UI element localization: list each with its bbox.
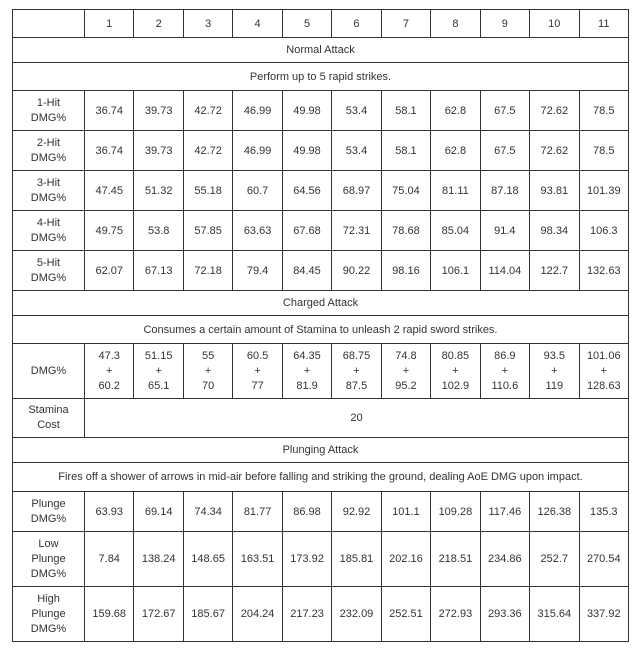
value-part: 55 — [202, 349, 215, 362]
level-header: 3 — [183, 10, 232, 38]
value-cell: 47.45 — [85, 171, 134, 211]
row-label — [13, 587, 85, 642]
value-part: 95.2 — [395, 379, 417, 392]
value-cell: 42.72 — [183, 91, 232, 131]
value-cell: 75.04 — [381, 171, 430, 211]
value-cell: 337.92 — [579, 587, 628, 642]
value-cell: 72.62 — [530, 91, 579, 131]
row-label-line: 2-Hit — [36, 136, 61, 149]
row-label-line: Cost — [37, 419, 60, 431]
value-part: 80.85 — [441, 349, 470, 362]
plus-sign: + — [155, 364, 162, 377]
level-header: 10 — [530, 10, 579, 38]
value-cell: 42.72 — [183, 131, 232, 171]
value-cell: 49.75 — [85, 211, 134, 251]
table-row — [13, 492, 629, 532]
value-cell: 62.07 — [85, 251, 134, 291]
value-cell: 87.18 — [480, 171, 529, 211]
stamina-cost-row — [13, 399, 629, 438]
value-cell: 204.24 — [233, 587, 282, 642]
value-cell: 117.46 — [480, 492, 529, 532]
value-cell — [431, 344, 480, 399]
table-row — [13, 171, 629, 211]
value-cell: 163.51 — [233, 532, 282, 587]
charged-attack-title-row — [13, 291, 629, 316]
value-cell: 86.98 — [282, 492, 331, 532]
plunging-attack-title: Plunging Attack — [13, 438, 629, 463]
value-cell — [134, 344, 183, 399]
row-label-line: DMG% — [30, 111, 67, 124]
row-label-line: DMG% — [30, 191, 67, 204]
charged-attack-title: Charged Attack — [13, 291, 629, 316]
value-cell: 53.8 — [134, 211, 183, 251]
value-cell: 7.84 — [85, 532, 134, 587]
value-part: 47.3 — [98, 349, 120, 362]
value-cell — [282, 344, 331, 399]
value-cell: 57.85 — [183, 211, 232, 251]
level-header: 7 — [381, 10, 430, 38]
table-row — [13, 131, 629, 171]
value-cell: 62.8 — [431, 131, 480, 171]
value-cell: 63.63 — [233, 211, 282, 251]
table-row — [13, 251, 629, 291]
value-cell: 53.4 — [332, 131, 381, 171]
value-cell — [530, 344, 579, 399]
value-cell: 60.7 — [233, 171, 282, 211]
value-cell: 98.16 — [381, 251, 430, 291]
value-part: 87.5 — [345, 379, 368, 392]
row-label — [13, 91, 85, 131]
row-label-line: 5-Hit — [36, 256, 61, 269]
value-cell — [183, 344, 232, 399]
value-part: 102.9 — [441, 379, 470, 392]
value-cell: 67.13 — [134, 251, 183, 291]
value-cell: 58.1 — [381, 131, 430, 171]
row-label — [13, 492, 85, 532]
value-cell: 85.04 — [431, 211, 480, 251]
row-label — [13, 171, 85, 211]
value-cell: 78.68 — [381, 211, 430, 251]
value-cell: 106.3 — [579, 211, 628, 251]
row-label-line: DMG% — [30, 364, 67, 377]
row-label-line: DMG% — [30, 271, 67, 284]
value-cell: 36.74 — [85, 91, 134, 131]
value-cell: 58.1 — [381, 91, 430, 131]
row-label-line: High — [37, 592, 60, 605]
row-label-line: DMG% — [30, 231, 67, 244]
value-part: 51.15 — [144, 349, 173, 362]
value-cell — [480, 344, 529, 399]
normal-attack-title: Normal Attack — [13, 38, 629, 63]
value-cell: 72.62 — [530, 131, 579, 171]
value-part: 86.9 — [494, 349, 516, 362]
charged-attack-description-row — [13, 316, 629, 344]
plus-sign: + — [254, 364, 261, 377]
value-cell: 185.67 — [183, 587, 232, 642]
value-cell: 93.81 — [530, 171, 579, 211]
value-cell: 270.54 — [579, 532, 628, 587]
value-cell: 55.18 — [183, 171, 232, 211]
row-label-line: 1-Hit — [36, 96, 61, 109]
value-part: 81.9 — [296, 379, 318, 392]
value-cell: 234.86 — [480, 532, 529, 587]
plus-sign: + — [501, 364, 509, 377]
plus-sign: + — [452, 364, 459, 377]
value-cell: 252.7 — [530, 532, 579, 587]
plunging-attack-description-row — [13, 463, 629, 492]
level-header: 1 — [85, 10, 134, 38]
row-label-line: 3-Hit — [36, 176, 61, 189]
value-part: 128.63 — [586, 379, 621, 392]
plus-sign: + — [402, 364, 410, 377]
normal-attack-description-row — [13, 63, 629, 91]
value-cell: 79.4 — [233, 251, 282, 291]
value-cell: 218.51 — [431, 532, 480, 587]
value-cell — [85, 344, 134, 399]
value-cell: 172.67 — [134, 587, 183, 642]
level-header: 8 — [431, 10, 480, 38]
value-cell: 39.73 — [134, 91, 183, 131]
value-cell: 46.99 — [233, 131, 282, 171]
table-row — [13, 587, 629, 642]
value-cell: 90.22 — [332, 251, 381, 291]
row-label-line: 4-Hit — [36, 216, 61, 229]
value-cell: 53.4 — [332, 91, 381, 131]
value-cell: 98.34 — [530, 211, 579, 251]
value-cell: 91.4 — [480, 211, 529, 251]
value-cell: 173.92 — [282, 532, 331, 587]
value-cell: 126.38 — [530, 492, 579, 532]
row-label-line: DMG% — [30, 567, 67, 580]
header-corner — [13, 10, 85, 38]
value-cell: 67.5 — [480, 131, 529, 171]
value-cell — [332, 344, 381, 399]
plus-sign: + — [600, 364, 607, 377]
value-cell: 293.36 — [480, 587, 529, 642]
level-header: 2 — [134, 10, 183, 38]
value-cell: 315.64 — [530, 587, 579, 642]
value-cell: 106.1 — [431, 251, 480, 291]
value-cell: 72.18 — [183, 251, 232, 291]
value-cell: 109.28 — [431, 492, 480, 532]
value-cell — [233, 344, 282, 399]
row-label-line: Stamina — [28, 404, 69, 416]
value-cell: 46.99 — [233, 91, 282, 131]
value-cell: 64.56 — [282, 171, 331, 211]
value-cell: 122.7 — [530, 251, 579, 291]
value-cell: 232.09 — [332, 587, 381, 642]
value-cell: 67.68 — [282, 211, 331, 251]
plunging-attack-title-row — [13, 438, 629, 463]
value-cell: 62.8 — [431, 91, 480, 131]
level-header: 6 — [332, 10, 381, 38]
value-cell: 101.39 — [579, 171, 628, 211]
normal-attack-title-row — [13, 38, 629, 63]
plunging-attack-description: Fires off a shower of arrows in mid-air before falling and striking the ground, dealing AoE DMG upon impact. — [13, 463, 629, 492]
value-part: 110.6 — [491, 379, 519, 392]
level-header: 4 — [233, 10, 282, 38]
row-label — [13, 211, 85, 251]
plus-sign: + — [551, 364, 558, 377]
plus-sign: + — [353, 364, 360, 377]
stamina-cost-value: 20 — [85, 399, 629, 438]
value-part: 64.35 — [293, 349, 321, 362]
value-part: 68.75 — [342, 349, 371, 362]
value-cell: 84.45 — [282, 251, 331, 291]
value-cell: 92.92 — [332, 492, 381, 532]
value-cell: 68.97 — [332, 171, 381, 211]
row-label-line: DMG% — [30, 512, 67, 525]
value-cell — [579, 344, 628, 399]
value-cell: 148.65 — [183, 532, 232, 587]
value-cell: 185.81 — [332, 532, 381, 587]
table-body — [13, 10, 629, 642]
value-part: 119 — [545, 379, 564, 392]
value-cell: 159.68 — [85, 587, 134, 642]
row-label-line: DMG% — [30, 151, 67, 164]
level-header-row — [13, 10, 629, 38]
value-cell: 202.16 — [381, 532, 430, 587]
table-row — [13, 91, 629, 131]
talent-scaling-table — [12, 9, 629, 642]
plus-sign: + — [106, 364, 113, 377]
row-label-line: Plunge — [31, 552, 66, 565]
row-label-line: Low — [38, 537, 59, 550]
value-cell: 78.5 — [579, 131, 628, 171]
value-part: 74.8 — [395, 349, 417, 362]
level-header: 9 — [480, 10, 529, 38]
value-cell: 69.14 — [134, 492, 183, 532]
value-cell: 101.1 — [381, 492, 430, 532]
value-cell: 67.5 — [480, 91, 529, 131]
value-cell: 272.93 — [431, 587, 480, 642]
value-part: 93.5 — [543, 349, 566, 362]
level-header: 5 — [282, 10, 331, 38]
table-row — [13, 211, 629, 251]
level-header: 11 — [579, 10, 628, 38]
value-part: 77 — [251, 379, 264, 392]
row-label-line: DMG% — [30, 622, 67, 635]
charged-dmg-row — [13, 344, 629, 399]
row-label — [13, 399, 85, 438]
value-part: 60.2 — [98, 379, 120, 392]
charged-attack-description: Consumes a certain amount of Stamina to unleash 2 rapid sword strikes. — [13, 316, 629, 344]
value-cell: 135.3 — [579, 492, 628, 532]
value-part: 65.1 — [147, 379, 170, 392]
value-cell: 49.98 — [282, 131, 331, 171]
value-cell: 217.23 — [282, 587, 331, 642]
value-cell: 114.04 — [480, 251, 529, 291]
value-cell: 138.24 — [134, 532, 183, 587]
value-cell: 63.93 — [85, 492, 134, 532]
plus-sign: + — [303, 364, 311, 377]
value-cell: 39.73 — [134, 131, 183, 171]
row-label — [13, 344, 85, 399]
row-label-line: Plunge — [31, 497, 66, 510]
row-label — [13, 131, 85, 171]
value-cell: 72.31 — [332, 211, 381, 251]
value-cell: 252.51 — [381, 587, 430, 642]
row-label — [13, 532, 85, 587]
value-cell: 49.98 — [282, 91, 331, 131]
row-label — [13, 251, 85, 291]
value-part: 101.06 — [586, 349, 621, 362]
normal-attack-description: Perform up to 5 rapid strikes. — [13, 63, 629, 91]
value-cell: 81.77 — [233, 492, 282, 532]
value-part: 60.5 — [246, 349, 269, 362]
value-cell: 36.74 — [85, 131, 134, 171]
value-cell — [381, 344, 430, 399]
table-row — [13, 532, 629, 587]
value-cell: 132.63 — [579, 251, 628, 291]
plus-sign: + — [204, 364, 212, 377]
row-label-line: Plunge — [31, 607, 66, 620]
value-part: 70 — [202, 379, 215, 392]
value-cell: 74.34 — [183, 492, 232, 532]
value-cell: 81.11 — [431, 171, 480, 211]
value-cell: 78.5 — [579, 91, 628, 131]
value-cell: 51.32 — [134, 171, 183, 211]
